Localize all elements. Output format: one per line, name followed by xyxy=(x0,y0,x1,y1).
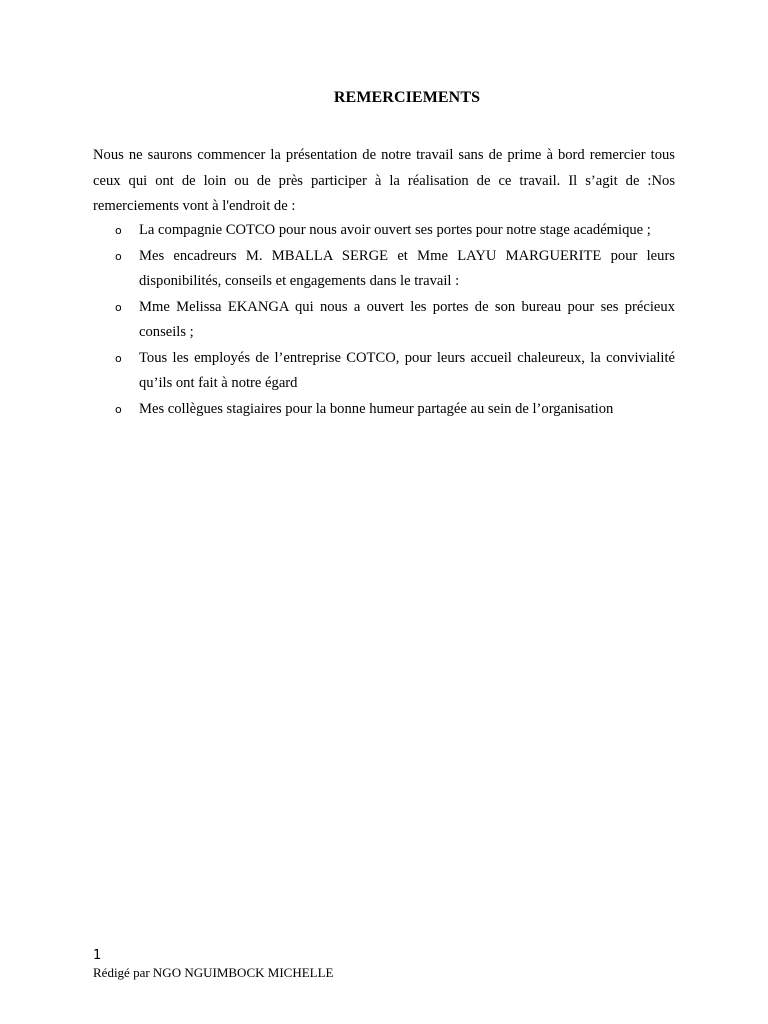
list-item xyxy=(93,218,675,244)
list-item-text: Tous les employés de l’entreprise COTCO, pour leurs accueil chaleureux, la convivialité qu’ils ont fait à notre égard xyxy=(139,349,675,391)
bullet-icon: o xyxy=(115,224,122,237)
bullet-icon: o xyxy=(115,351,122,365)
acknowledgements-list xyxy=(93,218,675,422)
list-item xyxy=(93,244,675,295)
list-item-text: Mes collègues stagiaires pour la bonne humeur partagée au sein de l’organisation xyxy=(139,400,614,417)
bullet-icon: o xyxy=(115,402,122,416)
bullet-icon: o xyxy=(115,249,122,263)
list-item xyxy=(93,295,675,346)
list-item-text: La compagnie COTCO pour nous avoir ouvert ses portes pour notre stage académique ; xyxy=(139,222,651,238)
list-item-text: Mme Melissa EKANGA qui nous a ouvert les portes de son bureau pour ses précieux conseils ; xyxy=(139,298,675,340)
page-title: REMERCIEMENTS xyxy=(333,89,481,106)
bullet-icon: o xyxy=(115,300,122,314)
page-number: 1 xyxy=(93,948,102,963)
list-item xyxy=(93,397,675,423)
intro-paragraph: Nous ne saurons commencer la présentation de notre travail sans de prime à bord remercier tous ceux qui ont de loin ou de près participer à la réalisation de ce travail. Il s’agit de :Nos remerciements vont à l'endroit de : xyxy=(93,147,675,214)
list-item-text: Mes encadreurs M. MBALLA SERGE et Mme LAYU MARGUERITE pour leurs disponibilités, conseils et engagements dans le travail : xyxy=(139,247,675,289)
list-item xyxy=(93,346,675,397)
footer-author: Rédigé par NGO NGUIMBOCK MICHELLE xyxy=(93,965,334,980)
